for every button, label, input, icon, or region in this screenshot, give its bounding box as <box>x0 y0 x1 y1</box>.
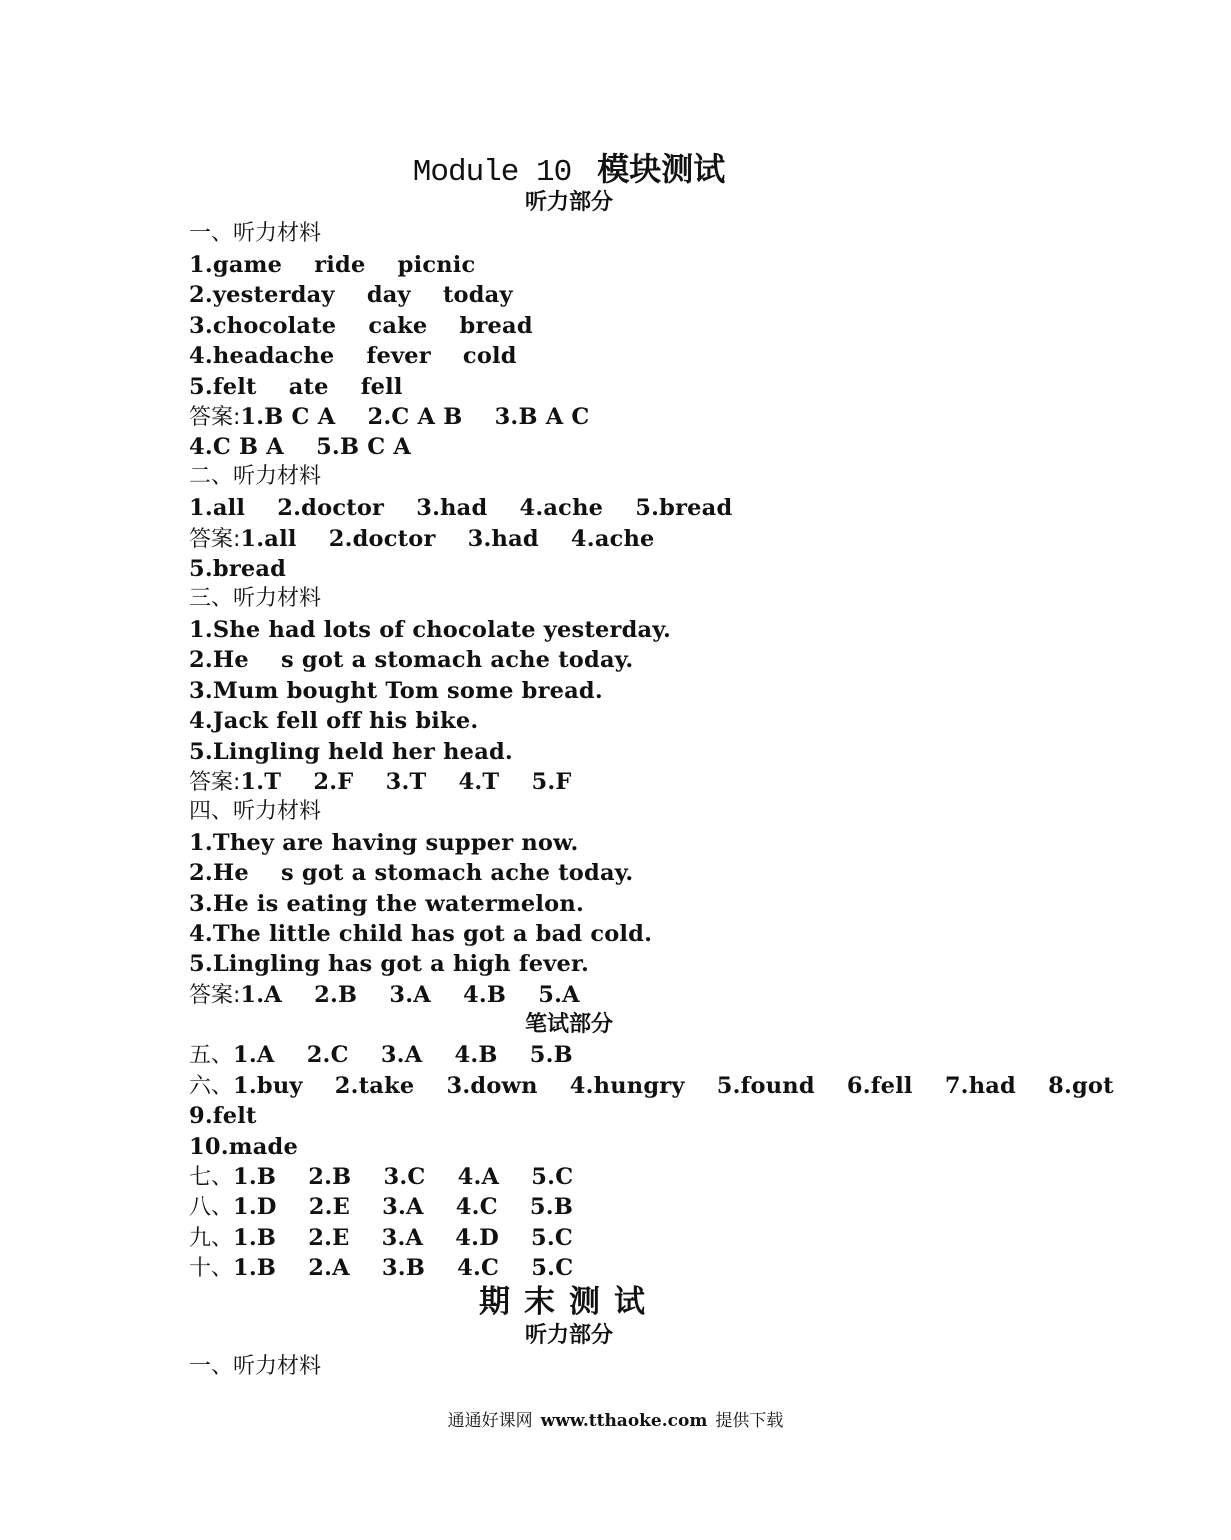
title-module: Module 10 <box>412 155 572 190</box>
answer-prefix: 答案: <box>189 983 241 1008</box>
sec7-label: 七、 <box>189 1165 234 1190</box>
sec8-label: 八、 <box>189 1195 234 1220</box>
final-listening-heading: 听力部分 <box>524 1323 613 1348</box>
sec3-item: 5.Lingling held her head. <box>189 739 513 765</box>
sec10-answer <box>189 1253 573 1283</box>
sec4-answer <box>189 980 580 1010</box>
sec1-item: 4.headache fever cold <box>189 343 517 369</box>
answer-text: 1.B 2.E 3.A 4.D 5.C <box>233 1225 574 1251</box>
sec4-item: 2.He s got a stomach ache today. <box>189 860 634 886</box>
sec1-item: 3.chocolate cake bread <box>189 313 533 339</box>
answer-text: 1.A 2.B 3.A 4.B 5.A <box>240 982 580 1008</box>
answer-text: 1.A 2.C 3.A 4.B 5.B <box>233 1042 573 1068</box>
sec4-item: 1.They are having supper now. <box>189 830 579 856</box>
sec1-item: 2.yesterday day today <box>189 282 513 308</box>
answer-text: 1.buy 2.take 3.down 4.hungry 5.found 6.fell 7.had 8.got <box>233 1073 1114 1099</box>
sec7-answer <box>189 1162 573 1192</box>
sec5-label: 五、 <box>189 1043 234 1068</box>
sec6-answer-cont: 10.made <box>189 1134 298 1160</box>
sec2-answer <box>189 524 655 554</box>
final-sec1-label: 一、听力材料 <box>189 1354 322 1379</box>
sec1-label: 一、听力材料 <box>189 221 322 246</box>
sec4-item: 4.The little child has got a bad cold. <box>189 921 653 947</box>
sec1-item: 5.felt ate fell <box>189 374 403 400</box>
answer-text: 1.B C A 2.C A B 3.B A C <box>240 404 590 430</box>
sec3-item: 3.Mum bought Tom some bread. <box>189 678 603 704</box>
answer-text: 1.B 2.A 3.B 4.C 5.C <box>233 1255 574 1281</box>
title-test: 模块测试 <box>597 150 726 188</box>
footer-site: 通通好课网 <box>447 1411 533 1431</box>
sec1-answer-cont: 4.C B A 5.B C A <box>189 434 412 460</box>
sec3-label: 三、听力材料 <box>189 586 322 611</box>
sec5-answer <box>189 1040 573 1070</box>
sec6-label: 六、 <box>189 1074 234 1099</box>
answer-text: 1.all 2.doctor 3.had 4.ache <box>240 526 655 552</box>
written-heading: 笔试部分 <box>524 1012 613 1037</box>
listening-heading: 听力部分 <box>524 190 613 215</box>
page-footer <box>0 1410 1231 1432</box>
sec6-answer-cont: 9.felt <box>189 1103 257 1129</box>
answer-prefix: 答案: <box>189 527 241 552</box>
footer-url[interactable]: www.tthaoke.com <box>540 1411 708 1431</box>
sec8-answer <box>189 1192 573 1222</box>
sec4-label: 四、听力材料 <box>189 799 322 824</box>
sec9-answer <box>189 1223 573 1253</box>
final-test-title: 期末测试 <box>479 1284 659 1320</box>
sec2-answer-cont: 5.bread <box>189 556 287 582</box>
sec2-label: 二、听力材料 <box>189 464 322 489</box>
footer-suffix: 提供下载 <box>715 1411 784 1431</box>
sec10-label: 十、 <box>189 1256 234 1281</box>
sec4-item: 3.He is eating the watermelon. <box>189 891 584 917</box>
sec2-items: 1.all 2.doctor 3.had 4.ache 5.bread <box>189 495 733 521</box>
answer-text: 1.D 2.E 3.A 4.C 5.B <box>233 1194 574 1220</box>
answer-prefix: 答案: <box>189 405 241 430</box>
sec3-item: 4.Jack fell off his bike. <box>189 708 479 734</box>
sec4-item: 5.Lingling has got a high fever. <box>189 951 590 977</box>
sec6-answer <box>189 1071 1114 1101</box>
answer-prefix: 答案: <box>189 770 241 795</box>
sec1-item: 1.game ride picnic <box>189 252 476 278</box>
answer-text: 1.B 2.B 3.C 4.A 5.C <box>233 1164 574 1190</box>
sec1-answer <box>189 402 590 432</box>
sec3-item: 1.She had lots of chocolate yesterday. <box>189 617 672 643</box>
sec3-answer <box>189 767 572 797</box>
answer-text: 1.T 2.F 3.T 4.T 5.F <box>240 769 572 795</box>
sec3-item: 2.He s got a stomach ache today. <box>189 647 634 673</box>
sec9-label: 九、 <box>189 1226 234 1251</box>
